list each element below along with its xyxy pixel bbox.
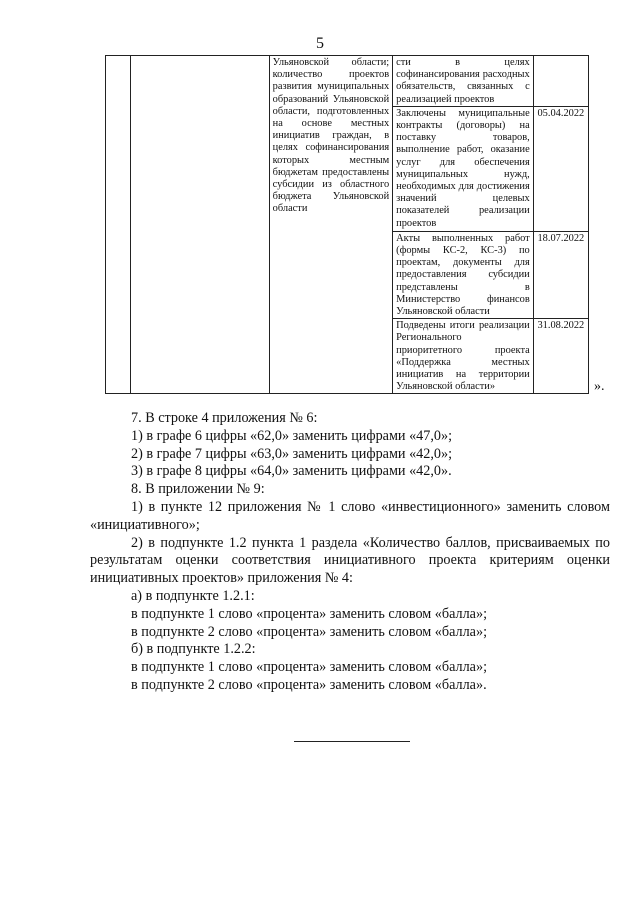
table-cell-date: 18.07.2022 <box>533 231 588 318</box>
paragraph-subitem: в подпункте 1 слово «процента» заменить словом «балла»; <box>131 605 488 622</box>
page-number: 5 <box>316 35 324 52</box>
paragraph-subitem: 3) в графе 8 цифры «64,0» заменить цифрами «42,0». <box>131 463 452 480</box>
paragraph-subitem: в подпункте 1 слово «процента» заменить словом «балла»; <box>131 659 488 676</box>
closing-quote-mark: ». <box>594 379 605 394</box>
paragraph-subitem: в подпункте 2 слово «процента» заменить словом «балла»; <box>131 623 488 640</box>
continuation-table <box>105 55 589 394</box>
paragraph-subitem: 1) в графе 6 цифры «62,0» заменить цифрами «47,0»; <box>131 427 453 444</box>
table-cell-date <box>533 56 588 107</box>
paragraph-item-8: 8. В приложении № 9: <box>131 481 265 498</box>
paragraph-subitem: 2) в графе 7 цифры «63,0» заменить цифрами «42,0»; <box>131 445 453 462</box>
paragraph-subitem: в подпункте 2 слово «процента» заменить словом «балла». <box>131 676 487 693</box>
amendment-text <box>90 410 610 695</box>
paragraph-item-7: 7. В строке 4 приложения № 6: <box>131 410 318 426</box>
table-row <box>106 56 589 107</box>
table-cell-event: Акты выполненных работ (формы КС-2, КС-3) по проектам, документы для предоставления субсидии представлены в Министерство финансов Ульяновской области <box>393 231 534 318</box>
table-cell-event: Подведены итоги реализации Регионального приоритетного проекта «Поддержка местных инициатив на территории Ульяновской области» <box>393 319 534 394</box>
table-cell-number <box>106 56 131 394</box>
paragraph-subitem: б) в подпункте 1.2.2: <box>131 641 256 658</box>
paragraph-subitem: 2) в подпункте 1.2 пункта 1 раздела «Количество баллов, присваиваемых по результатам оценки соответствия инициативного проекта критериям оценки инициативных проектов» приложения № 4: <box>90 534 610 587</box>
table-cell-event: сти в целях софинансирования расходных обязательств, связанных с реализацией проектов <box>393 56 534 107</box>
table-cell-event: Заключены муниципальные контракты (договоры) на поставку товаров, выполнение работ, оказание услуг для обеспечения муниципальных нужд, необходимых для достижения значений целевых показателей реализации проектов <box>393 106 534 231</box>
paragraph-subitem: а) в подпункте 1.2.1: <box>131 587 255 604</box>
paragraph-subitem: 1) в пункте 12 приложения № 1 слово «инвестиционного» заменить словом «инициативного»; <box>90 498 610 533</box>
table-cell-empty <box>131 56 270 394</box>
table-cell-date: 31.08.2022 <box>533 319 588 394</box>
end-separator-line <box>294 741 410 742</box>
table-cell-date: 05.04.2022 <box>533 106 588 231</box>
table-cell-indicator: Ульяновской области; количество проектов развития муниципальных образований Ульяновской области, подготовленных на основе местных инициатив граждан, в целях софинансирования которых местным бюджетам предоставлены субсидии из областного бюджета Ульяновской области <box>269 56 393 394</box>
